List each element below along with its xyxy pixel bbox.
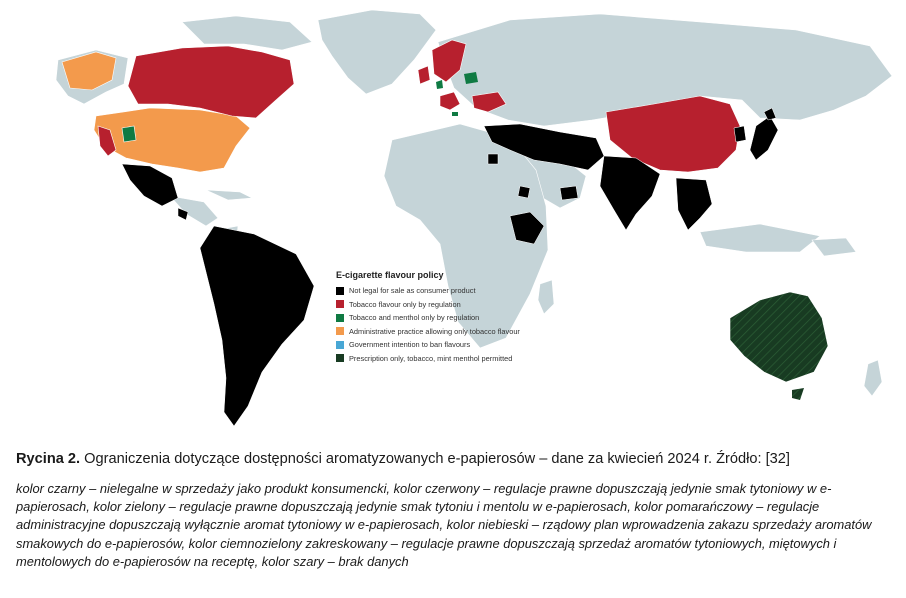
legend-swatch [336, 341, 344, 349]
region-australia-prescription [730, 292, 828, 382]
region-tasmania-prescription [792, 388, 804, 400]
legend-item [336, 284, 596, 298]
map-legend [336, 270, 596, 365]
legend-label: Administrative practice allowing only tobacco flavour [349, 326, 520, 336]
caption-text: Ograniczenia dotyczące dostępności aromatyzowanych e-papierosów – dane za kwiecień 2024 r. Źródło: [32] [80, 451, 790, 467]
region-ireland-tobacco-only [418, 66, 430, 84]
region-baltic-menthol [436, 80, 443, 89]
legend-swatch [336, 314, 344, 322]
legend-label: Government intention to ban flavours [349, 340, 471, 350]
region-utah-menthol [122, 126, 136, 142]
legend-title: E-cigarette flavour policy [336, 270, 444, 280]
region-usa-administrative [94, 108, 250, 172]
figure-caption [16, 451, 896, 467]
region-hungary-menthol [452, 112, 458, 116]
legend-swatch [336, 300, 344, 308]
legend-item [336, 298, 596, 312]
legend-item [336, 325, 596, 339]
legend-item [336, 338, 596, 352]
legend-swatch [336, 354, 344, 362]
legend-label: Tobacco and menthol only by regulation [349, 313, 480, 323]
legend-label: Tobacco flavour only by regulation [349, 299, 461, 309]
legend-swatch [336, 327, 344, 335]
legend-label: Not legal for sale as consumer product [349, 286, 476, 296]
caption-label: Rycina 2. [16, 451, 81, 467]
legend-item [336, 311, 596, 325]
region-canada-tobacco-only [128, 46, 294, 118]
legend-swatch [336, 287, 344, 295]
figure-description: kolor czarny – nielegalne w sprzedaży jako produkt konsumencki, kolor czerwony – regulacje prawne dopuszczają jedynie smak tytoniowy w e-papierosach, kolor zielony – regulacje prawne dopuszczają jedynie smak tytoniu i mentolu w e-papierosach, kolor pomarańczowy – regulacje administracyjne dopuszczają wyłącznie aromat tytoniowy w e-papierosach, kolor niebieski – rządowy plan wprowadzenia zakazu sprzedaży aromatów smakowych do e-papierosów, kolor ciemnozielony zakreskowany – regulacje prawne dopuszczają sprzedaż aromatów tytoniowych, miętowych i mentolowych do e-papierosów na receptę, kolor szary – brak danych [16, 481, 872, 569]
region-finland-menthol [464, 72, 478, 84]
legend-label: Prescription only, tobacco, mint menthol permitted [349, 353, 513, 363]
region-europe-tobacco-only [440, 92, 460, 110]
legend-item [336, 352, 596, 366]
